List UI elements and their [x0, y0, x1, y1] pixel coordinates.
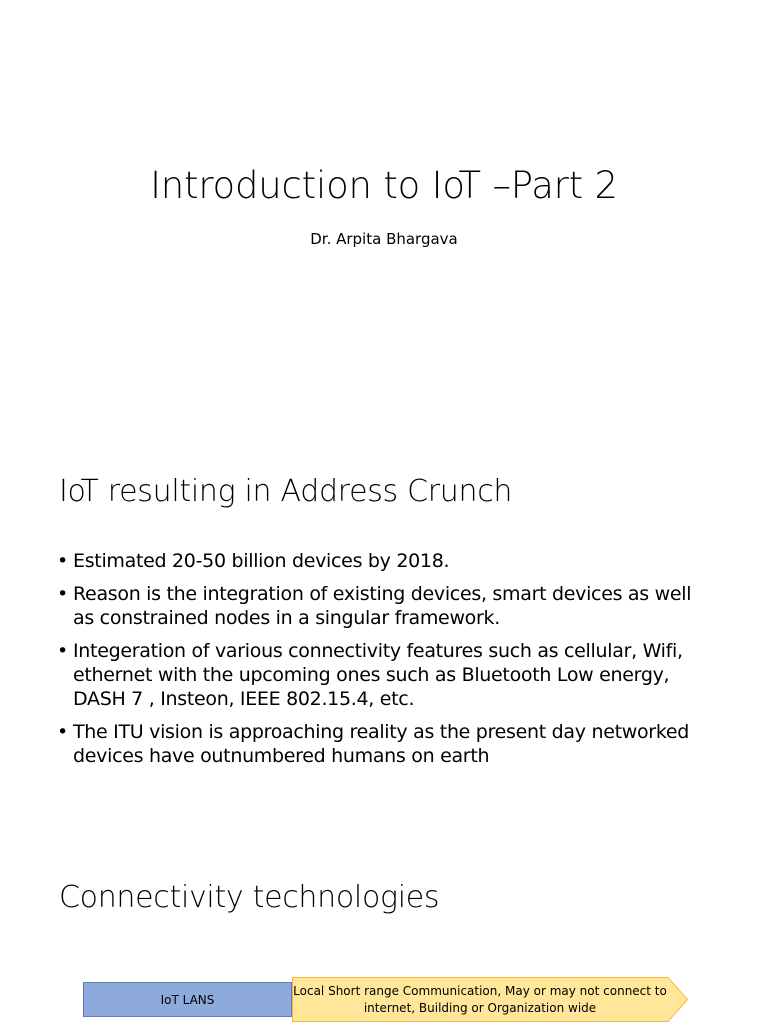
connectivity-heading: Connectivity technologies	[59, 880, 440, 915]
iot-lans-description: Local Short range Communication, May or may not connect to internet, Building or Organization wide	[293, 983, 667, 1015]
presentation-title: Introduction to IoT –Part 2	[150, 164, 618, 207]
iot-lans-label-box	[83, 982, 292, 1017]
address-crunch-bullet-list	[57, 549, 717, 777]
bullet-item: • Estimated 20-50 billion devices by 2018.	[57, 549, 717, 573]
bullet-item: • Reason is the integration of existing devices, smart devices as well as constrained nodes in a singular framework.	[57, 582, 717, 630]
iot-lans-description-arrow	[292, 977, 688, 1022]
author-name: Dr. Arpita Bhargava	[310, 230, 458, 248]
bullet-item: • Integeration of various connectivity features such as cellular, Wifi, ethernet with the upcoming ones such as Bluetooth Low energy, DASH 7 , Insteon, IEEE 802.15.4, etc.	[57, 639, 717, 711]
iot-lans-label: IoT LANS	[160, 992, 215, 1007]
address-crunch-heading: IoT resulting in Address Crunch	[59, 474, 513, 509]
bullet-item: • The ITU vision is approaching reality as the present day networked devices have outnumbered humans on earth	[57, 720, 717, 768]
